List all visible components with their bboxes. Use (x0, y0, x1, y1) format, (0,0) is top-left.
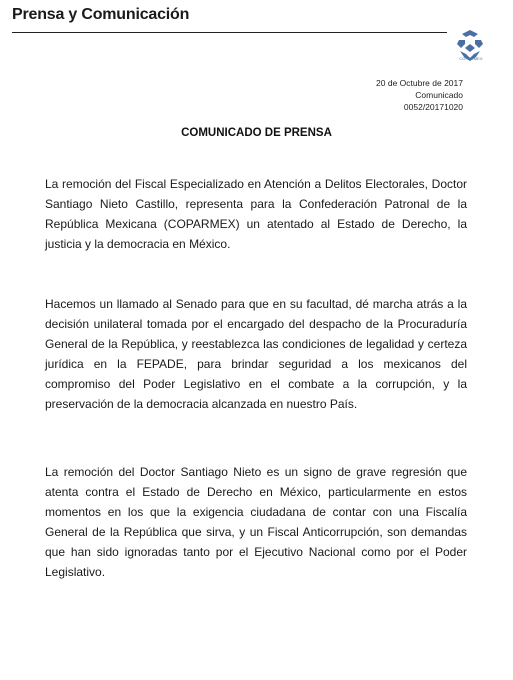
logo-text: COPARMEX (459, 56, 483, 61)
document-number: 0052/20171020 (403, 102, 463, 112)
header-divider (12, 32, 447, 33)
document-date: 20 de Octubre de 2017 (376, 78, 463, 88)
document-type: Comunicado (415, 90, 463, 100)
document-heading: COMUNICADO DE PRENSA (181, 127, 332, 139)
paragraph-1: La remoción del Fiscal Especializado en Atención a Delitos Electorales, Doctor Santiago Nieto Castillo, representa para la Confederación Patronal de la República Mexicana (COPARMEX) un atentado al Estado de Derecho, la justicia y la democracia en México. (45, 177, 467, 251)
paragraph-2: Hacemos un llamado al Senado para que en su facultad, dé marcha atrás a la decisión unilateral tomada por el encargado del despacho de la Procuraduría General de la República, y reestablezca las condiciones de legalidad y certeza jurídica en la FEPADE, para brindar seguridad a los mexicanos del compromiso del Poder Legislativo en el combate a la corrupción, y la preservación de la democracia alcanzada en nuestro País. (45, 297, 467, 411)
document-meta (376, 77, 463, 113)
header-title: Prensa y Comunicación (12, 6, 190, 23)
paragraph-3: La remoción del Doctor Santiago Nieto es un signo de grave regresión que atenta contra el Estado de Derecho en México, particularmente en estos momentos en los que la exigencia ciudadana de contar con una Fiscalía General de la República que sirva, y un Fiscal Anticorrupción, son demandas que han sido ignoradas tanto por el Ejecutivo Nacional como por el Poder Legislativo. (45, 465, 467, 579)
